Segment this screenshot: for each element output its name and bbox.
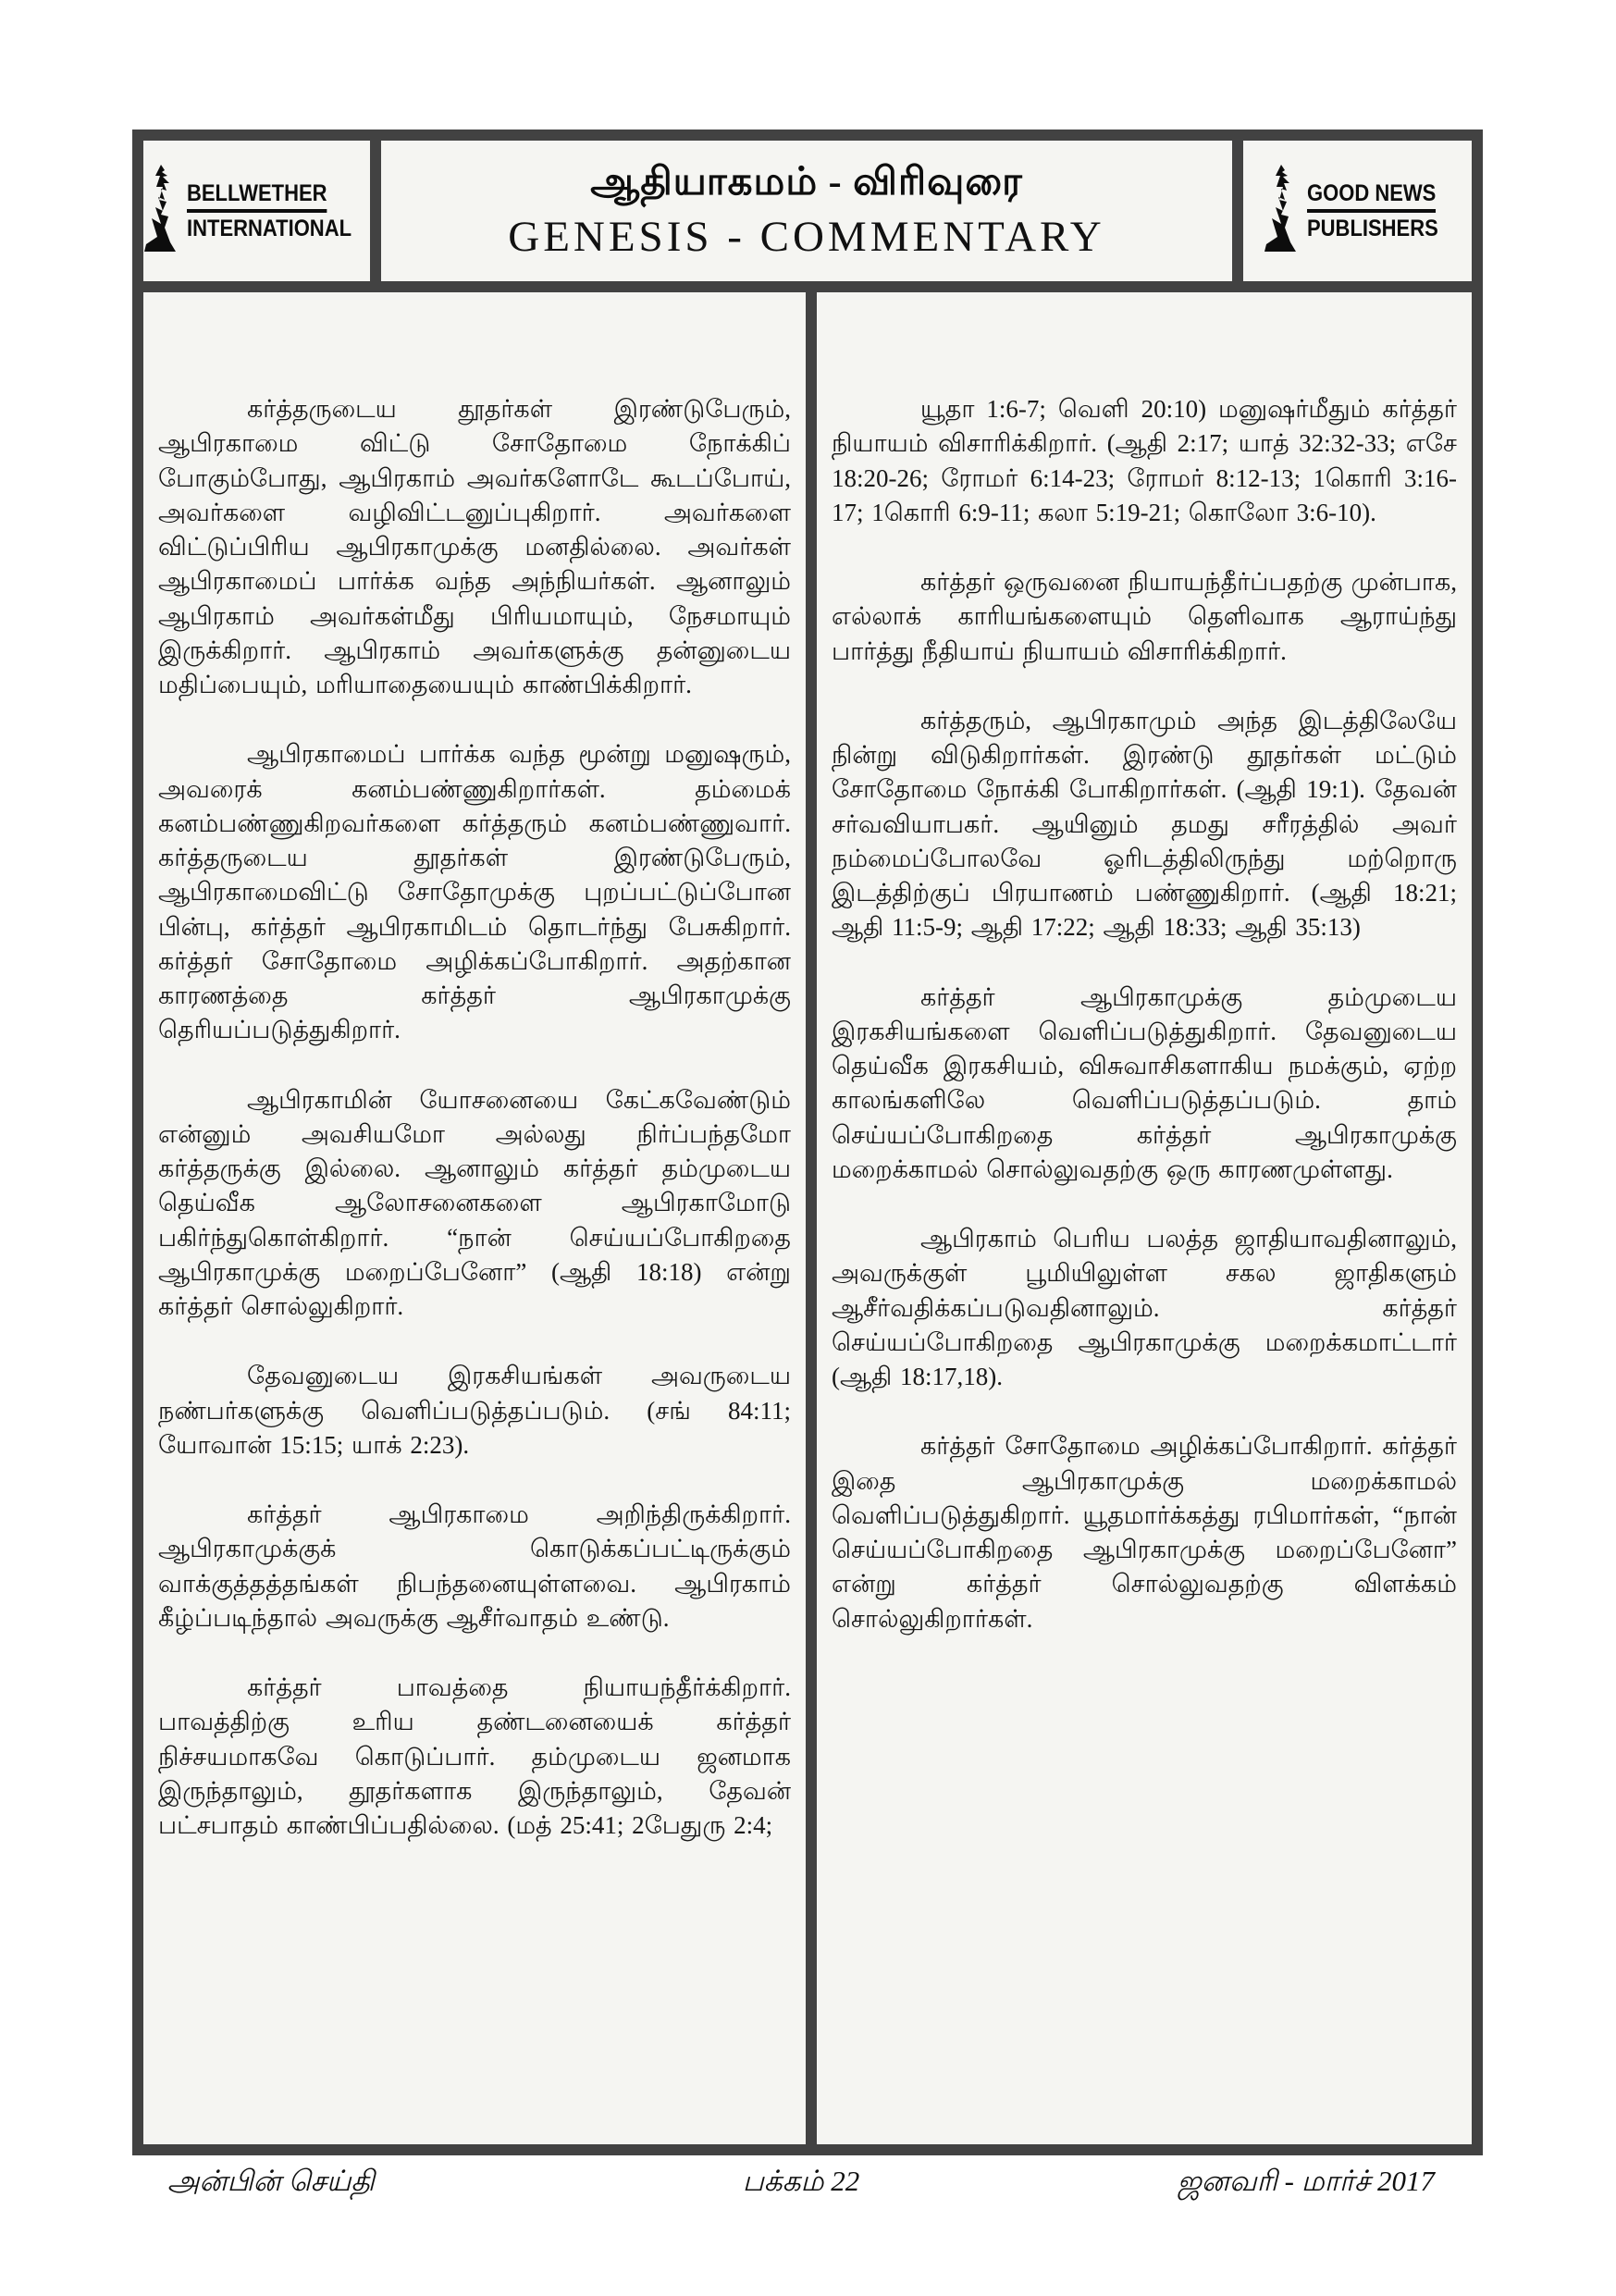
- paragraph: ஆபிரகாமைப் பார்க்க வந்த மூன்று மனுஷரும், அவரைக் கனம்பண்ணுகிறார்கள். தம்மைக் கனம்பண்ணுகிறவர்களை கர்த்தரும் கனம்பண்ணுவார். கர்த்தருடைய தூதர்கள் இரண்டுபேரும், ஆபிரகாமைவிட்டு சோதோமுக்கு புறப்பட்டுப்போன பின்பு, கர்த்தர் ஆபிரகாமிடம் தொடர்ந்து பேசுகிறார். கர்த்தர் சோதோமை அழிக்கப்போகிறார். அதற்கான காரணத்தை கர்த்தர் ஆபிரகாமுக்கு தெரியப்படுத்துகிறார்.: [158, 740, 791, 1044]
- page-title-english: GENESIS - COMMENTARY: [508, 213, 1105, 262]
- paragraph: கர்த்தருடைய தூதர்கள் இரண்டுபேரும், ஆபிரகாமை விட்டு சோதோமை நோக்கிப் போகும்போது, ஆபிரகாம் அவர்களோடே கூடப்போய், அவர்களை வழிவிட்டனுப்புகிறார். அவர்களை விட்டுப்பிரிய ஆபிரகாமுக்கு மனதில்லை. அவர்கள் ஆபிரகாமைப் பார்க்க வந்த அந்நியர்கள். ஆனாலும் ஆபிரகாம் அவர்கள்மீது பிரியமாயும், நேசமாயும் இருக்கிறார். ஆபிரகாம் அவர்களுக்கு தன்னுடைய மதிப்பையும், மரியாதையையும் காண்பிக்கிறார்.: [158, 395, 791, 698]
- paragraph: கர்த்தர் பாவத்தை நியாயந்தீர்க்கிறார். பாவத்திற்கு உரிய தண்டனையைக் கர்த்தர் நிச்சயமாகவே கொடுப்பார். தம்முடைய ஜனமாக இருந்தாலும், தூதர்களாக இருந்தாலும், தேவன் பட்சபாதம் காண்பிப்பதில்லை. (மத் 25:41; 2பேதுரு 2:4;: [158, 1673, 791, 1839]
- paragraph: ஆபிரகாம் பெரிய பலத்த ஜாதியாவதினாலும், அவருக்குள் பூமியிலுள்ள சகல ஜாதிகளும் ஆசீர்வதிக்கப்படுவதினாலும். கர்த்தர் செய்யப்போகிறதை ஆபிரகாமுக்கு மறைக்கமாட்டார் (ஆதி 18:17,18).: [832, 1225, 1457, 1390]
- right-column: [817, 292, 1472, 2144]
- paragraph: தேவனுடைய இரகசியங்கள் அவருடைய நண்பர்களுக்கு வெளிப்படுத்தப்படும். (சங் 84:11; யோவான் 15:15; யாக் 2:23).: [158, 1362, 791, 1459]
- paragraph: கர்த்தர் ஒருவனை நியாயந்தீர்ப்பதற்கு முன்பாக, எல்லாக் காரியங்களையும் தெளிவாக ஆராய்ந்து பார்த்து நீதியாய் நியாயம் விசாரிக்கிறார்.: [832, 568, 1457, 665]
- paragraph: கர்த்தர் சோதோமை அழிக்கப்போகிறார். கர்த்தர் இதை ஆபிரகாமுக்கு மறைக்காமல் வெளிப்படுத்துகிறார். யூதமார்க்கத்து ரபிமார்கள், “நான் செய்யப்போகிறதை ஆபிரகாமுக்கு மறைப்பேனோ” என்று கர்த்தர் சொல்லுவதற்கு விளக்கம் சொல்லுகிறார்கள்.: [832, 1432, 1457, 1633]
- goodnews-logo-line1: GOOD NEWS: [1307, 180, 1436, 213]
- body-row: [143, 292, 1472, 2144]
- bellwether-figure-icon: [143, 163, 181, 259]
- page-title-tamil: ஆதியாகமம் - விரிவுரை: [590, 161, 1023, 204]
- bellwether-logo: [143, 141, 370, 281]
- paragraph: ஆபிரகாமின் யோசனையை கேட்கவேண்டும் என்னும் அவசியமோ அல்லது நிர்ப்பந்தமோ கர்த்தருக்கு இல்லை. ஆனாலும் கர்த்தர் தம்முடைய தெய்வீக ஆலோசனைகளை ஆபிரகாமோடு பகிர்ந்துகொள்கிறார். “நான் செய்யப்போகிறதை ஆபிரகாமுக்கு மறைப்பேனோ” (ஆதி 18:18) என்று கர்த்தர் சொல்லுகிறார்.: [158, 1085, 791, 1320]
- footer-journal-name: அன்பின் செய்தி: [167, 2165, 375, 2197]
- title-box: [381, 141, 1232, 281]
- document-frame: [132, 130, 1483, 2155]
- bellwether-logo-text: [187, 180, 352, 241]
- paragraph: யூதா 1:6-7; வெளி 20:10) மனுஷர்மீதும் கர்த்தர் நியாயம் விசாரிக்கிறார். (ஆதி 2:17; யாத் 32:32-33; எசே 18:20-26; ரோமர் 6:14-23; ரோமர் 8:12-13; 1கொரி 3:16-17; 1கொரி 6:9-11; கலா 5:19-21; கொலோ 3:6-10).: [832, 395, 1457, 526]
- goodnews-logo: [1243, 141, 1472, 281]
- paragraph: கர்த்தர் ஆபிரகாமை அறிந்திருக்கிறார். ஆபிரகாமுக்குக் கொடுக்கப்பட்டிருக்கும் வாக்குத்தத்தங்கள் நிபந்தனையுள்ளவை. ஆபிரகாம் கீழ்ப்படிந்தால் அவருக்கு ஆசீர்வாதம் உண்டு.: [158, 1500, 791, 1632]
- bellwether-logo-line2: INTERNATIONAL: [187, 216, 352, 241]
- footer-page-number: பக்கம் 22: [742, 2165, 860, 2197]
- left-column: [143, 292, 806, 2144]
- goodnews-figure-icon: [1259, 163, 1301, 259]
- footer: [132, 2165, 1483, 2202]
- paragraph: கர்த்தரும், ஆபிரகாமும் அந்த இடத்திலேயே நின்று விடுகிறார்கள். இரண்டு தூதர்கள் மட்டும் சோதோமை நோக்கி போகிறார்கள். (ஆதி 19:1). தேவன் சர்வவியாபகர். ஆயினும் தமது சரீரத்தில் அவர் நம்மைப்போலவே ஓரிடத்திலிருந்து மற்றொரு இடத்திற்குப் பிரயாணம் பண்ணுகிறார். (ஆதி 18:21; ஆதி 11:5-9; ஆதி 17:22; ஆதி 18:33; ஆதி 35:13): [832, 706, 1457, 942]
- footer-issue-date: ஜனவரி - மார்ச் 2017: [1178, 2165, 1436, 2197]
- header-row: [143, 141, 1472, 281]
- goodnews-logo-line2: PUBLISHERS: [1306, 216, 1438, 241]
- bellwether-logo-line1: BELLWETHER: [187, 180, 327, 213]
- goodnews-logo-text: [1307, 180, 1438, 241]
- paragraph: கர்த்தர் ஆபிரகாமுக்கு தம்முடைய இரகசியங்களை வெளிப்படுத்துகிறார். தேவனுடைய தெய்வீக இரகசியம், விசுவாசிகளாகிய நமக்கும், ஏற்ற காலங்களிலே வெளிப்படுத்தப்படும். தாம் செய்யப்போகிறதை கர்த்தர் ஆபிரகாமுக்கு மறைக்காமல் சொல்லுவதற்கு ஒரு காரணமுள்ளது.: [832, 982, 1457, 1183]
